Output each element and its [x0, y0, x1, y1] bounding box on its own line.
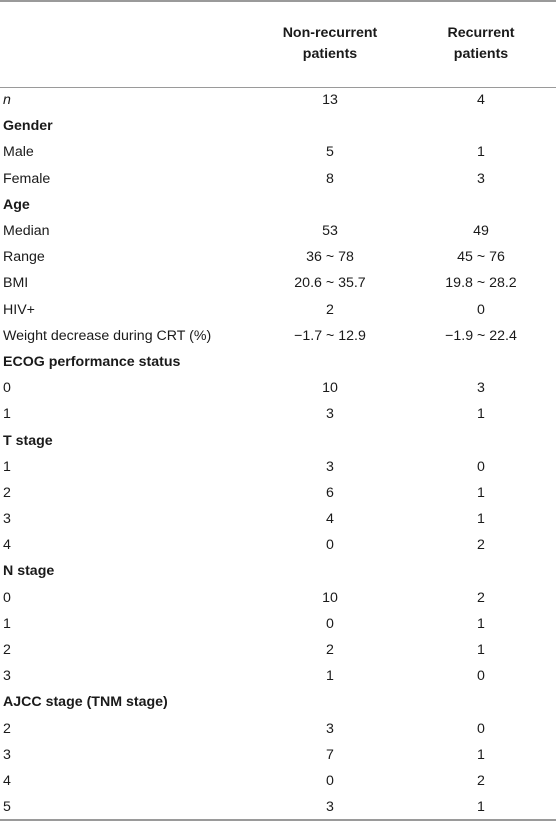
non-recurrent-value: 2 [326, 301, 334, 318]
row-label: Age [3, 196, 30, 213]
row-label: 3 [3, 511, 11, 528]
recurrent-value [406, 427, 556, 453]
recurrent-value: 1 [406, 794, 556, 820]
recurrent-value [406, 558, 556, 584]
non-recurrent-value: 13 [322, 92, 338, 109]
recurrent-value [406, 113, 556, 139]
table-row [0, 768, 556, 794]
row-label: Median [3, 223, 50, 240]
recurrent-value: 1 [477, 746, 485, 763]
section-header-row [0, 192, 556, 218]
non-recurrent-value: 0 [326, 615, 334, 632]
non-recurrent-value: 2 [326, 642, 334, 659]
row-label: 4 [3, 537, 11, 554]
row-label: 1 [3, 615, 11, 632]
non-recurrent-value: 36 ~ 78 [306, 249, 354, 266]
non-recurrent-value: 5 [326, 144, 334, 161]
row-label: 3 [3, 668, 11, 685]
recurrent-value: 19.8 ~ 28.2 [445, 275, 517, 292]
recurrent-value: 49 [473, 223, 489, 240]
table-row [0, 742, 556, 768]
recurrent-value [406, 349, 556, 375]
table-row [0, 794, 556, 820]
non-recurrent-value: 8 [326, 170, 334, 187]
header-non-recurrent-line1: Non-recurrent [282, 25, 378, 42]
row-label: 0 [3, 380, 11, 397]
row-label: HIV+ [3, 301, 35, 318]
recurrent-value: 45 ~ 76 [457, 249, 505, 266]
row-label: n [3, 92, 11, 109]
section-header-row [0, 349, 556, 375]
table-row [0, 454, 556, 480]
row-label: 2 [3, 720, 11, 737]
recurrent-value: 0 [477, 301, 485, 318]
recurrent-value: 1 [477, 511, 485, 528]
non-recurrent-value: 10 [322, 380, 338, 397]
non-recurrent-value: 3 [254, 794, 406, 820]
table-row [0, 375, 556, 401]
table-row [0, 637, 556, 663]
non-recurrent-value [254, 349, 406, 375]
section-header-row [0, 113, 556, 139]
recurrent-value: 3 [477, 380, 485, 397]
row-label: AJCC stage (TNM stage) [3, 694, 168, 711]
recurrent-value: 1 [477, 642, 485, 659]
row-label: BMI [3, 275, 29, 292]
recurrent-value: 1 [477, 615, 485, 632]
non-recurrent-value [254, 192, 406, 218]
row-label: 1 [3, 458, 11, 475]
recurrent-value: 2 [477, 537, 485, 554]
non-recurrent-value [254, 113, 406, 139]
non-recurrent-value: 1 [326, 668, 334, 685]
table-row [0, 611, 556, 637]
table-row [0, 166, 556, 192]
row-label: 2 [3, 484, 11, 501]
row-label: Female [3, 170, 51, 187]
recurrent-value: 2 [477, 772, 485, 789]
row-label: Gender [3, 118, 53, 135]
non-recurrent-value: 0 [326, 537, 334, 554]
table-row [0, 585, 556, 611]
recurrent-value [406, 689, 556, 715]
recurrent-value: 3 [477, 170, 485, 187]
non-recurrent-value [254, 689, 406, 715]
recurrent-value: 4 [477, 92, 485, 109]
row-label: Weight decrease during CRT (%) [3, 327, 212, 344]
non-recurrent-value: 3 [326, 720, 334, 737]
header-empty-cell [0, 1, 254, 87]
non-recurrent-value [254, 558, 406, 584]
non-recurrent-value: −1.7 ~ 12.9 [294, 327, 366, 344]
section-header-row [0, 558, 556, 584]
row-label: N stage [3, 563, 55, 580]
row-label: 1 [3, 406, 11, 423]
non-recurrent-value: 10 [322, 589, 338, 606]
row-label: 3 [3, 746, 11, 763]
row-label: T stage [3, 432, 53, 449]
recurrent-value: 0 [477, 458, 485, 475]
recurrent-value: 1 [477, 144, 485, 161]
row-label: 4 [3, 772, 11, 789]
table-row [0, 323, 556, 349]
section-header-row [0, 689, 556, 715]
header-non-recurrent [254, 1, 406, 87]
recurrent-value: 0 [477, 668, 485, 685]
row-label: 5 [0, 794, 254, 820]
non-recurrent-value: 3 [326, 406, 334, 423]
table-row [0, 139, 556, 165]
recurrent-value: 0 [477, 720, 485, 737]
non-recurrent-value: 3 [326, 458, 334, 475]
table-row [0, 506, 556, 532]
row-label: 2 [3, 642, 11, 659]
section-header-row [0, 427, 556, 453]
non-recurrent-value [254, 427, 406, 453]
recurrent-value: −1.9 ~ 22.4 [445, 327, 517, 344]
row-label: ECOG performance status [3, 353, 181, 370]
row-label: Male [3, 144, 34, 161]
non-recurrent-value: 0 [326, 772, 334, 789]
table-row [0, 270, 556, 296]
table-row [0, 532, 556, 558]
header-recurrent [406, 1, 556, 87]
table-row [0, 663, 556, 689]
table-body [0, 87, 556, 820]
recurrent-value [406, 192, 556, 218]
recurrent-value: 1 [477, 406, 485, 423]
header-recurrent-line2: patients [453, 46, 509, 63]
header-recurrent-line1: Recurrent [447, 25, 515, 42]
table-row [0, 87, 556, 113]
row-label: Range [3, 249, 45, 266]
table-row [0, 297, 556, 323]
header-non-recurrent-line2: patients [302, 46, 358, 63]
recurrent-value: 1 [477, 484, 485, 501]
table-row [0, 480, 556, 506]
table-row [0, 401, 556, 427]
table-row [0, 244, 556, 270]
non-recurrent-value: 6 [326, 484, 334, 501]
non-recurrent-value: 4 [326, 511, 334, 528]
row-label: 0 [3, 589, 11, 606]
table-row [0, 218, 556, 244]
non-recurrent-value: 7 [326, 746, 334, 763]
table-row [0, 716, 556, 742]
non-recurrent-value: 53 [322, 223, 338, 240]
recurrent-value: 2 [477, 589, 485, 606]
non-recurrent-value: 20.6 ~ 35.7 [294, 275, 366, 292]
header-row [0, 1, 556, 87]
table-header [0, 1, 556, 87]
